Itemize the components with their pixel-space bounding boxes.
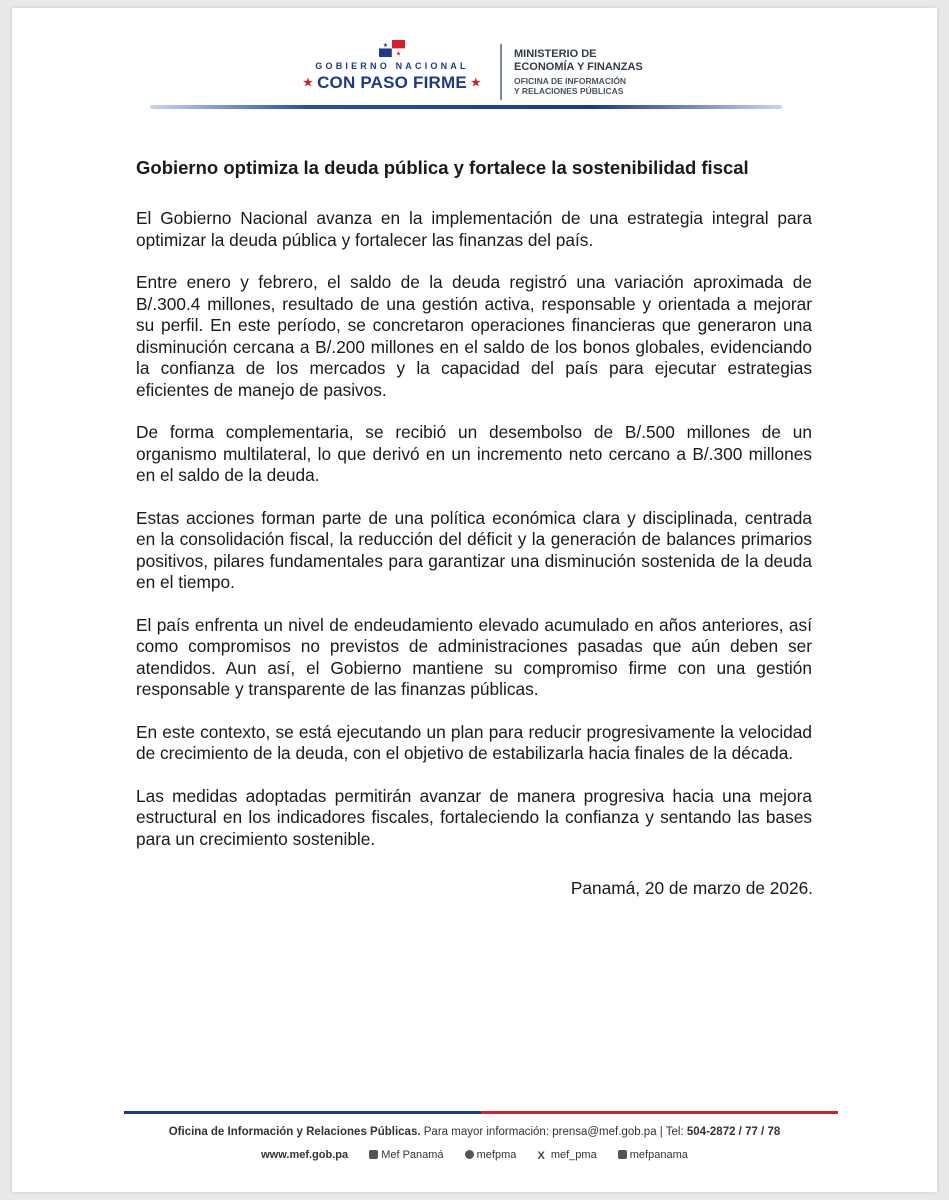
footer-tel-value: 504-2872 / 77 / 78 (686, 1126, 781, 1138)
x-handle: mef_pma (550, 1149, 597, 1161)
paragraph: En este contexto, se está ejecutando un plan para reducir progresivamente la velocidad de crecimiento de la deuda, con el objetivo de estabilizarla hacia finales de la década. (136, 721, 812, 763)
footer-divider (124, 1111, 838, 1114)
office-line-2: Y RELACIONES PÚBLICAS (514, 86, 624, 96)
header-divider (150, 105, 782, 109)
ministry-logo (514, 48, 643, 96)
paragraph: El Gobierno Nacional avanza en la implementación de una estrategia integral para optimizar la deuda pública y fortalecer las finanzas del país. (136, 208, 812, 250)
svg-text:★: ★ (382, 42, 389, 49)
paragraph: De forma complementaria, se recibió un desembolso de B/.500 millones de un organismo multilateral, lo que derivó en un incremento neto cercano a B/.300 millones en el saldo de la deuda. (136, 422, 812, 485)
document-page (12, 8, 937, 1192)
paragraph: Entre enero y febrero, el saldo de la deuda registró una variación aproximada de B/.300.4 millones, resultado de una gestión activa, responsable y orientada a mejorar su perfil. En este período, se concretaron operaciones financieras que generaron una disminución cercana a B/.200 millones en el saldo de los bonos globales, evidenciando la confianza de los mercados y la capacidad del país para ejecutar estrategias eficientes de manejo de pasivos. (136, 272, 812, 400)
facebook-handle: Mef Panamá (381, 1149, 444, 1161)
paragraph: Las medidas adoptadas permitirán avanzar de manera progresiva hacia una mejora estructural en los indicadores fiscales, fortaleciendo la confianza y sentando las bases para un crecimiento sostenible. (136, 785, 812, 849)
ministry-line-2: ECONOMÍA Y FINANZAS (514, 61, 643, 73)
svg-text:★: ★ (395, 50, 402, 57)
x-icon: X (537, 1150, 545, 1162)
page-title: Gobierno optimiza la deuda pública y fortalece la sostenibilidad fiscal (136, 157, 749, 178)
logo-top-text: GOBIERNO NACIONAL (315, 61, 469, 71)
logo-divider (500, 44, 502, 100)
facebook-icon (369, 1150, 378, 1159)
footer-contact (12, 1126, 937, 1138)
x-link[interactable] (537, 1149, 596, 1161)
instagram-handle: mefpma (476, 1149, 517, 1161)
ministry-line-1: MINISTERIO DE (514, 48, 597, 60)
office-line-1: OFICINA DE INFORMACIÓN (514, 76, 627, 86)
instagram-link[interactable] (465, 1149, 517, 1161)
instagram-icon (465, 1150, 474, 1159)
facebook-link[interactable] (369, 1149, 443, 1161)
footer-info-text: Para mayor información: prensa@mef.gob.pa | (423, 1126, 663, 1138)
youtube-handle: mefpanama (629, 1149, 688, 1161)
paragraph: El país enfrenta un nivel de endeudamiento elevado acumulado en años anteriores, así como compromisos no previstos de administraciones pasadas que aún deben ser atendidos. Aun así, el Gobierno mantiene su compromiso firme con una gestión responsable y transparente de las finanzas públicas. (136, 614, 812, 699)
footer-tel-label: Tel: (665, 1126, 684, 1138)
youtube-link[interactable] (618, 1149, 688, 1161)
press-release-body (136, 156, 812, 871)
youtube-icon (618, 1150, 627, 1159)
letterhead (12, 8, 937, 118)
star-icon: ★ (470, 77, 481, 89)
logo-main-text (292, 73, 492, 93)
footer-office-name: Oficina de Información y Relaciones Públicas. (168, 1126, 421, 1138)
paragraph: Estas acciones forman parte de una política económica clara y disciplinada, centrada en la consolidación fiscal, la reducción del déficit y la generación de balances primarios positivos, pilares fundamentales para garantizar una disminución sostenida de la deuda en el tiempo. (136, 507, 812, 592)
star-icon: ★ (303, 77, 314, 89)
panama-flag-icon (379, 40, 405, 57)
website-link[interactable]: www.mef.gob.pa (261, 1149, 349, 1161)
footer-social-links (12, 1149, 937, 1162)
gobierno-nacional-logo (292, 40, 492, 93)
dateline: Panamá, 20 de marzo de 2026. (570, 878, 813, 898)
logo-slogan: CON PASO FIRME (317, 73, 467, 92)
